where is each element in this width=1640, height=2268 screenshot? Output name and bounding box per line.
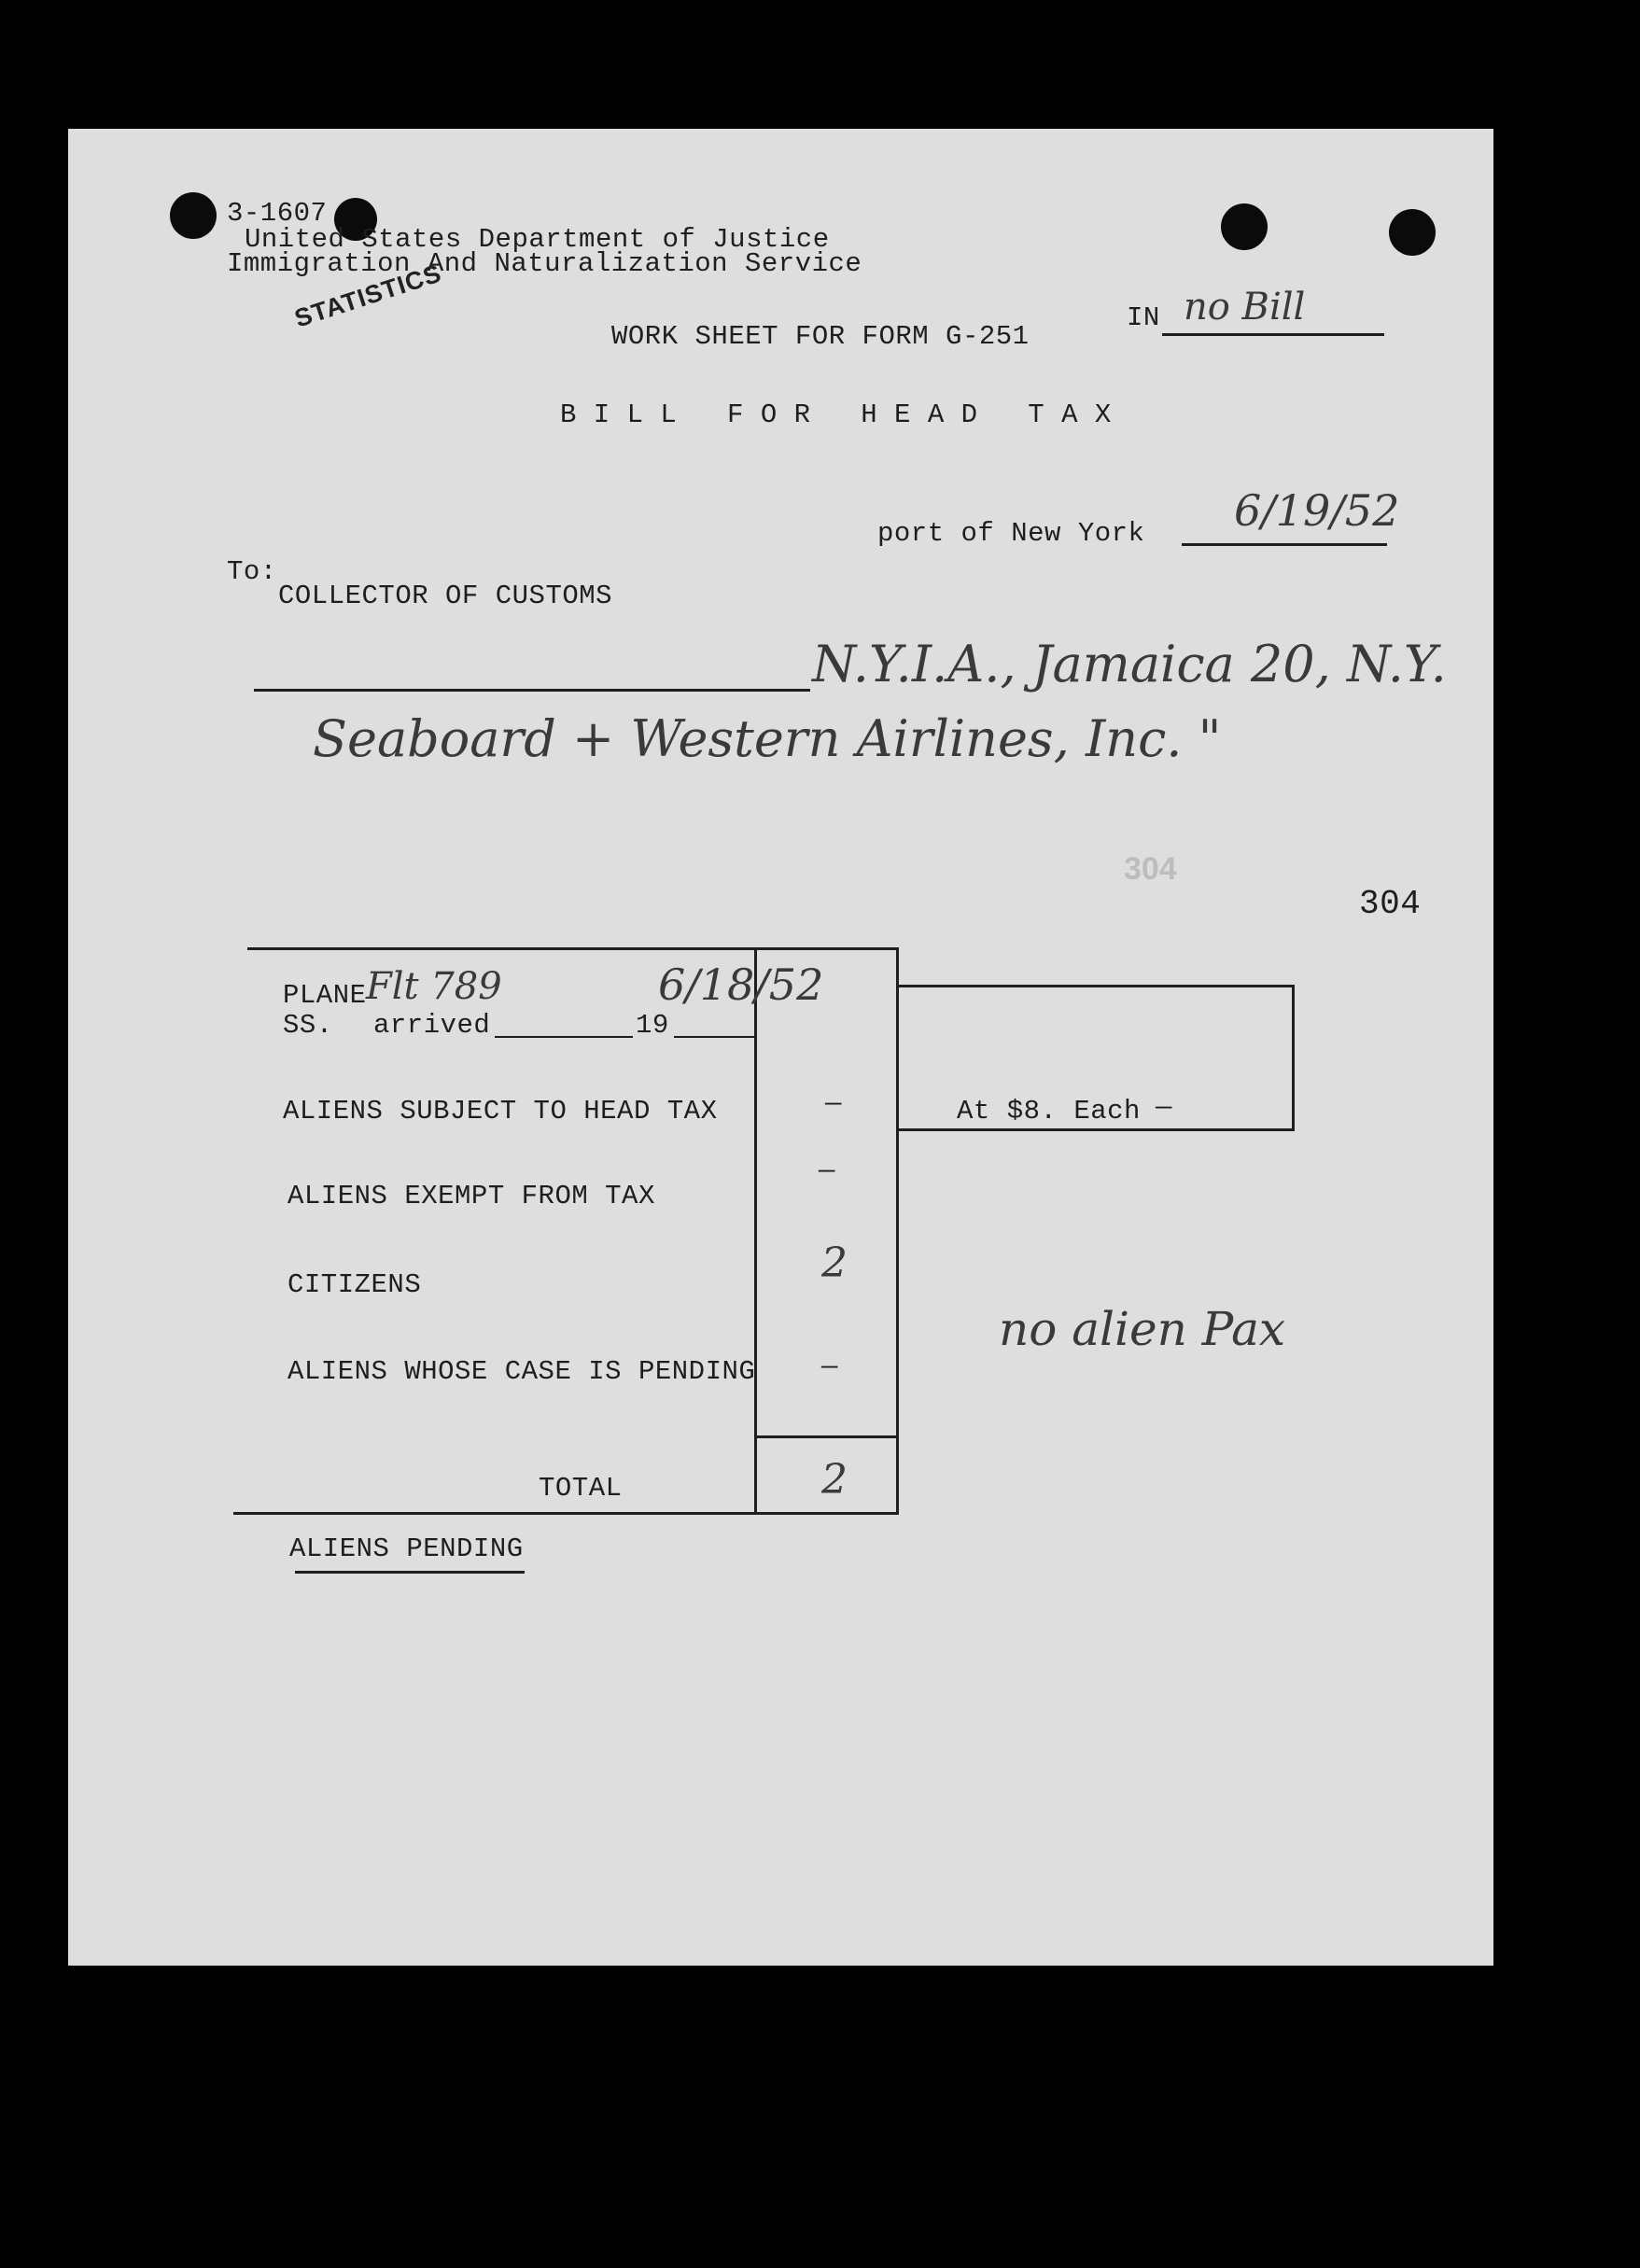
form-number: 3-1607 xyxy=(227,198,328,229)
table-top-border xyxy=(247,947,899,950)
to-label: To: xyxy=(227,556,277,587)
table-bottom-border xyxy=(233,1512,899,1515)
arrived-underline xyxy=(495,1036,633,1038)
statistics-stamp: STATISTICS xyxy=(291,259,445,333)
no-alien-pax-note: no alien Pax xyxy=(999,1302,1286,1356)
collector-of-customs: COLLECTOR OF CUSTOMS xyxy=(278,581,613,611)
arrived-label: arrived xyxy=(373,1010,491,1041)
row-label-subject-to-tax: ALIENS SUBJECT TO HEAD TAX xyxy=(283,1096,718,1127)
rate-box-bottom xyxy=(899,1128,1295,1131)
department-name: United States Department of Justice xyxy=(245,224,830,255)
row-value-subject-to-tax: — xyxy=(825,1088,842,1119)
address-line xyxy=(254,689,810,692)
table-divider-left xyxy=(754,947,757,1515)
rate-value: — xyxy=(1156,1092,1172,1123)
ss-label: SS. xyxy=(283,1010,333,1041)
total-value: 2 xyxy=(821,1456,848,1504)
aliens-pending-label: ALIENS PENDING xyxy=(289,1533,524,1564)
in-value-handwritten: no Bill xyxy=(1184,286,1306,329)
row-label-citizens: CITIZENS xyxy=(287,1269,422,1300)
table-divider-right xyxy=(896,947,899,1515)
plane-value-handwritten: Flt 789 xyxy=(366,965,502,1008)
rate-text: At $8. Each xyxy=(957,1096,1141,1127)
total-row-separator xyxy=(754,1435,899,1438)
rate-box-right xyxy=(1292,985,1295,1131)
in-label: IN xyxy=(1127,302,1160,333)
port-date-handwritten: 6/19/52 xyxy=(1234,485,1400,536)
faint-stamp-number: 304 xyxy=(1124,851,1177,887)
address-handwritten: N.Y.I.A., Jamaica 20, N.Y. xyxy=(812,635,1447,693)
plane-date-handwritten: 6/18/52 xyxy=(658,959,824,1010)
rate-box-top xyxy=(899,985,1295,987)
page-number: 304 xyxy=(1359,885,1422,923)
port-date-underline xyxy=(1182,543,1387,546)
form-title: WORK SHEET FOR FORM G-251 xyxy=(611,321,1030,352)
total-label: TOTAL xyxy=(539,1473,623,1504)
row-value-citizens: 2 xyxy=(821,1239,848,1287)
punch-hole-right-1 xyxy=(1221,203,1268,250)
service-name: Immigration And Naturalization Service xyxy=(227,248,862,279)
in-underline xyxy=(1162,333,1384,336)
row-label-pending: ALIENS WHOSE CASE IS PENDING xyxy=(287,1356,756,1387)
bill-title: B I L L F O R H E A D T A X xyxy=(560,399,1112,430)
punch-hole-left xyxy=(170,192,217,239)
row-label-exempt: ALIENS EXEMPT FROM TAX xyxy=(287,1181,655,1211)
port-label: port of New York xyxy=(877,518,1145,549)
row-value-exempt: — xyxy=(819,1155,835,1186)
punch-hole-right-2 xyxy=(1389,209,1436,256)
aliens-pending-underline xyxy=(295,1571,525,1574)
carrier-handwritten: Seaboard + Western Airlines, Inc. " xyxy=(313,709,1222,768)
plane-label: PLANE xyxy=(283,980,367,1011)
year-prefix: 19 xyxy=(636,1010,669,1041)
year-underline xyxy=(674,1036,754,1038)
row-value-pending: — xyxy=(821,1351,838,1382)
